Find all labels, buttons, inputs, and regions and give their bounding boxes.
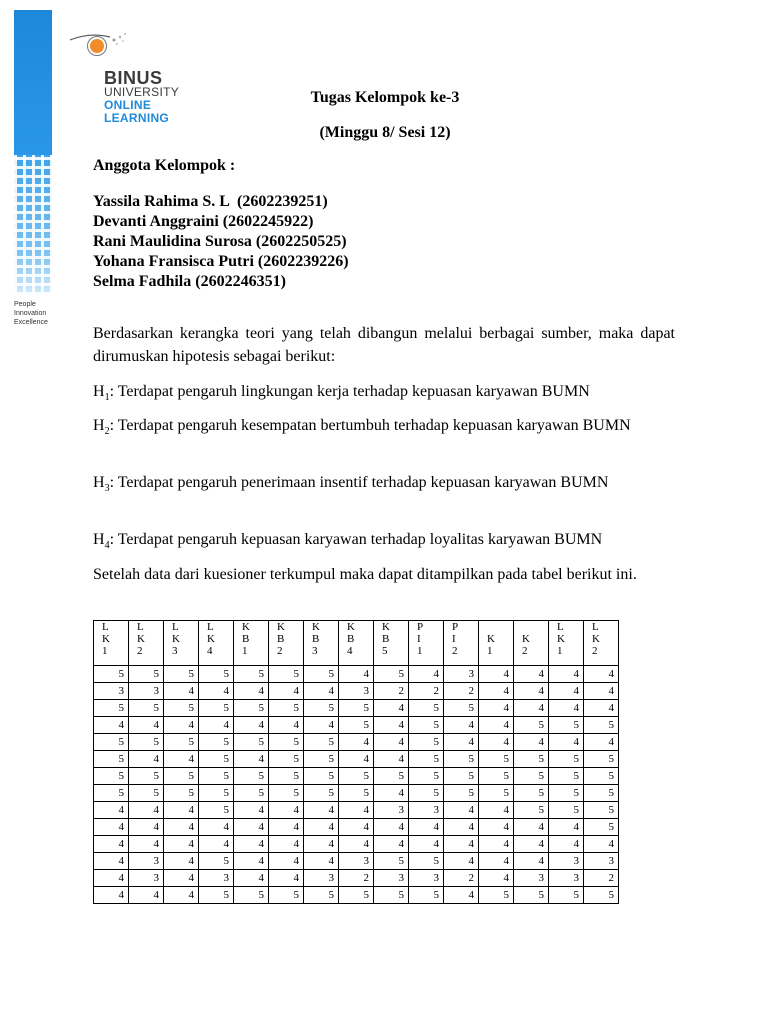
table-cell: 4 xyxy=(514,734,549,751)
table-row xyxy=(94,836,619,853)
table-cell: 5 xyxy=(514,785,549,802)
table-cell: 2 xyxy=(444,870,479,887)
table-cell: 4 xyxy=(479,700,514,717)
table-cell: 3 xyxy=(549,870,584,887)
table-cell: 5 xyxy=(129,734,164,751)
table-row xyxy=(94,734,619,751)
table-cell: 4 xyxy=(514,836,549,853)
table-row xyxy=(94,870,619,887)
table-cell: 4 xyxy=(234,836,269,853)
table-cell: 4 xyxy=(304,717,339,734)
table-cell: 4 xyxy=(479,819,514,836)
table-cell: 5 xyxy=(409,768,444,785)
table-cell: 3 xyxy=(409,802,444,819)
table-cell: 4 xyxy=(129,836,164,853)
table-cell: 5 xyxy=(514,717,549,734)
stripe-dots xyxy=(14,155,52,295)
table-cell: 5 xyxy=(234,666,269,683)
table-cell: 5 xyxy=(444,785,479,802)
table-cell: 4 xyxy=(234,870,269,887)
table-cell: 4 xyxy=(94,802,129,819)
table-cell: 5 xyxy=(199,734,234,751)
hypothesis-label: H xyxy=(93,383,105,400)
table-row xyxy=(94,887,619,904)
table-cell: 5 xyxy=(164,666,199,683)
table-cell: 5 xyxy=(199,853,234,870)
table-header-cell: K 1 xyxy=(479,621,514,666)
table-cell: 4 xyxy=(234,802,269,819)
table-header-cell: L K 1 xyxy=(549,621,584,666)
table-header-cell: K B 5 xyxy=(374,621,409,666)
table-cell: 4 xyxy=(444,887,479,904)
table-cell: 2 xyxy=(339,870,374,887)
table-header-cell: L K 2 xyxy=(129,621,164,666)
table-cell: 5 xyxy=(94,666,129,683)
table-cell: 4 xyxy=(479,666,514,683)
table-cell: 4 xyxy=(584,666,619,683)
table-header-row xyxy=(94,621,619,666)
tagline-line: Excellence xyxy=(14,319,48,326)
table-cell: 4 xyxy=(199,683,234,700)
table-cell: 5 xyxy=(374,887,409,904)
member-item: Selma Fadhila (2602246351) xyxy=(93,273,286,290)
table-cell: 4 xyxy=(479,734,514,751)
table-cell: 3 xyxy=(339,853,374,870)
table-header-cell: K B 4 xyxy=(339,621,374,666)
table-cell: 4 xyxy=(374,785,409,802)
table-cell: 5 xyxy=(269,751,304,768)
table-cell: 4 xyxy=(269,853,304,870)
table-cell: 4 xyxy=(479,836,514,853)
table-cell: 5 xyxy=(444,768,479,785)
table-cell: 4 xyxy=(234,751,269,768)
table-cell: 4 xyxy=(269,870,304,887)
table-cell: 2 xyxy=(584,870,619,887)
stripe-bar xyxy=(14,10,52,155)
table-cell: 4 xyxy=(584,836,619,853)
table-cell: 5 xyxy=(409,785,444,802)
table-cell: 4 xyxy=(304,819,339,836)
table-cell: 4 xyxy=(374,717,409,734)
closing-paragraph: Setelah data dari kuesioner terkumpul maka dapat ditampilkan pada tabel berikut ini. xyxy=(93,566,637,583)
table-cell: 4 xyxy=(94,717,129,734)
table-cell: 5 xyxy=(479,785,514,802)
table-cell: 5 xyxy=(409,700,444,717)
hypothesis-text: : Terdapat pengaruh kesempatan bertumbuh terhadap kepuasan karyawan BUMN xyxy=(109,417,631,434)
table-cell: 5 xyxy=(199,785,234,802)
table-cell: 5 xyxy=(304,700,339,717)
table-cell: 5 xyxy=(129,785,164,802)
table-cell: 5 xyxy=(199,666,234,683)
table-cell: 4 xyxy=(129,751,164,768)
hypothesis-1 xyxy=(93,380,675,409)
table-cell: 5 xyxy=(409,853,444,870)
table-cell: 4 xyxy=(234,717,269,734)
table-cell: 5 xyxy=(129,666,164,683)
member-item: Devanti Anggraini (2602245922) xyxy=(93,213,314,230)
tagline xyxy=(14,300,48,327)
table-row xyxy=(94,683,619,700)
table-cell: 4 xyxy=(409,666,444,683)
table-cell: 4 xyxy=(94,853,129,870)
table-cell: 5 xyxy=(129,700,164,717)
logo-online: ONLINE xyxy=(104,98,152,112)
member-item: Yassila Rahima S. L (2602239251) xyxy=(93,193,328,210)
table-cell: 4 xyxy=(234,683,269,700)
binus-logo xyxy=(70,22,210,127)
table-cell: 4 xyxy=(444,717,479,734)
table-row xyxy=(94,785,619,802)
table-cell: 4 xyxy=(584,700,619,717)
table-cell: 5 xyxy=(304,768,339,785)
table-cell: 5 xyxy=(409,734,444,751)
table-cell: 4 xyxy=(199,717,234,734)
table-cell: 4 xyxy=(304,683,339,700)
table-cell: 5 xyxy=(584,717,619,734)
table-cell: 4 xyxy=(409,819,444,836)
table-cell: 5 xyxy=(339,785,374,802)
table-cell: 5 xyxy=(584,785,619,802)
table-cell: 3 xyxy=(374,802,409,819)
table-cell: 4 xyxy=(514,819,549,836)
table-cell: 5 xyxy=(339,700,374,717)
side-stripe-decoration xyxy=(14,10,52,290)
table-cell: 5 xyxy=(234,785,269,802)
table-cell: 3 xyxy=(514,870,549,887)
table-cell: 4 xyxy=(374,751,409,768)
table-header-cell: K B 1 xyxy=(234,621,269,666)
table-cell: 5 xyxy=(549,717,584,734)
table-cell: 5 xyxy=(479,768,514,785)
table-cell: 5 xyxy=(514,751,549,768)
table-cell: 5 xyxy=(199,802,234,819)
table-cell: 5 xyxy=(374,768,409,785)
table-header-cell: P I 2 xyxy=(444,621,479,666)
table-cell: 4 xyxy=(479,802,514,819)
table-cell: 5 xyxy=(269,700,304,717)
table-cell: 4 xyxy=(94,870,129,887)
table-cell: 5 xyxy=(234,734,269,751)
table-cell: 4 xyxy=(164,717,199,734)
table-cell: 3 xyxy=(444,666,479,683)
table-cell: 5 xyxy=(234,768,269,785)
table-cell: 4 xyxy=(304,853,339,870)
member-item: Yohana Fransisca Putri (2602239226) xyxy=(93,253,349,270)
table-cell: 3 xyxy=(129,870,164,887)
hypothesis-3 xyxy=(93,471,675,500)
table-cell: 3 xyxy=(584,853,619,870)
table-cell: 4 xyxy=(94,836,129,853)
table-cell: 4 xyxy=(129,802,164,819)
table-cell: 5 xyxy=(549,887,584,904)
table-cell: 4 xyxy=(164,870,199,887)
table-cell: 4 xyxy=(164,887,199,904)
table-cell: 5 xyxy=(549,751,584,768)
table-cell: 4 xyxy=(94,819,129,836)
table-header-cell: P I 1 xyxy=(409,621,444,666)
table-cell: 4 xyxy=(269,836,304,853)
logo-brand: BINUS xyxy=(104,68,163,88)
table-row xyxy=(94,768,619,785)
table-cell: 5 xyxy=(269,734,304,751)
table-cell: 4 xyxy=(479,870,514,887)
table-cell: 5 xyxy=(584,768,619,785)
table-header-cell: K 2 xyxy=(514,621,549,666)
hypothesis-text: : Terdapat pengaruh lingkungan kerja terhadap kepuasan karyawan BUMN xyxy=(109,383,590,400)
table-cell: 4 xyxy=(409,836,444,853)
hypothesis-index: 4 xyxy=(104,540,110,552)
page-title: Tugas Kelompok ke-3 xyxy=(310,89,460,106)
logo-university: UNIVERSITY xyxy=(104,85,180,99)
table-cell: 4 xyxy=(444,853,479,870)
table-cell: 4 xyxy=(479,853,514,870)
table-cell: 5 xyxy=(514,802,549,819)
table-cell: 4 xyxy=(339,819,374,836)
hypothesis-label: H xyxy=(93,474,105,491)
table-cell: 5 xyxy=(374,666,409,683)
hypothesis-index: 3 xyxy=(104,483,110,495)
table-cell: 2 xyxy=(374,683,409,700)
table-cell: 5 xyxy=(234,700,269,717)
table-cell: 3 xyxy=(304,870,339,887)
logo-learning: LEARNING xyxy=(104,111,170,125)
table-cell: 4 xyxy=(339,802,374,819)
table-cell: 5 xyxy=(164,785,199,802)
table-cell: 4 xyxy=(374,734,409,751)
member-item: Rani Maulidina Surosa (2602250525) xyxy=(93,233,347,250)
table-cell: 5 xyxy=(584,887,619,904)
table-row xyxy=(94,819,619,836)
hypothesis-index: 2 xyxy=(104,426,110,438)
table-cell: 4 xyxy=(444,802,479,819)
hypothesis-text: : Terdapat pengaruh kepuasan karyawan terhadap loyalitas karyawan BUMN xyxy=(109,531,603,548)
table-cell: 3 xyxy=(409,870,444,887)
table-header-cell: L K 2 xyxy=(584,621,619,666)
table-cell: 3 xyxy=(129,683,164,700)
table-cell: 5 xyxy=(304,666,339,683)
table-cell: 5 xyxy=(234,887,269,904)
hypothesis-text: : Terdapat pengaruh penerimaan insentif terhadap kepuasan karyawan BUMN xyxy=(109,474,609,491)
table-cell: 4 xyxy=(304,836,339,853)
table-cell: 2 xyxy=(444,683,479,700)
table-cell: 4 xyxy=(94,887,129,904)
table-cell: 5 xyxy=(339,717,374,734)
table-cell: 5 xyxy=(199,700,234,717)
questionnaire-table xyxy=(93,620,619,904)
table-cell: 5 xyxy=(444,700,479,717)
table-cell: 4 xyxy=(129,819,164,836)
table-cell: 4 xyxy=(339,666,374,683)
table-cell: 4 xyxy=(444,734,479,751)
table-cell: 4 xyxy=(584,734,619,751)
table-row xyxy=(94,717,619,734)
intro-paragraph: Berdasarkan kerangka teori yang telah dibangun melalui berbagai sumber, maka dapat dirumuskan hipotesis sebagai berikut: xyxy=(93,325,675,365)
table-cell: 5 xyxy=(94,700,129,717)
table-cell: 2 xyxy=(409,683,444,700)
table-cell: 4 xyxy=(549,836,584,853)
table-cell: 3 xyxy=(549,853,584,870)
table-cell: 4 xyxy=(269,683,304,700)
table-cell: 4 xyxy=(444,819,479,836)
table-cell: 5 xyxy=(514,887,549,904)
table-cell: 4 xyxy=(269,819,304,836)
members-list xyxy=(93,192,349,292)
table-cell: 5 xyxy=(269,785,304,802)
table-cell: 4 xyxy=(129,887,164,904)
table-header-cell: K B 2 xyxy=(269,621,304,666)
table-cell: 5 xyxy=(94,751,129,768)
table-cell: 5 xyxy=(199,887,234,904)
table-cell: 5 xyxy=(94,768,129,785)
table-cell: 5 xyxy=(304,734,339,751)
table-cell: 4 xyxy=(514,683,549,700)
table-cell: 5 xyxy=(199,768,234,785)
table-cell: 4 xyxy=(479,717,514,734)
table-cell: 4 xyxy=(514,853,549,870)
table-cell: 4 xyxy=(129,717,164,734)
table-header-cell: L K 4 xyxy=(199,621,234,666)
table-cell: 5 xyxy=(304,887,339,904)
members-heading: Anggota Kelompok : xyxy=(93,157,236,174)
table-cell: 4 xyxy=(269,717,304,734)
table-cell: 5 xyxy=(269,666,304,683)
table-cell: 4 xyxy=(164,853,199,870)
table-cell: 5 xyxy=(584,819,619,836)
table-cell: 5 xyxy=(584,802,619,819)
table-row xyxy=(94,700,619,717)
table-cell: 5 xyxy=(549,768,584,785)
table-cell: 4 xyxy=(374,819,409,836)
table-cell: 4 xyxy=(549,666,584,683)
tagline-line: People xyxy=(14,301,36,308)
logo-mark-icon xyxy=(70,22,210,72)
table-cell: 5 xyxy=(409,887,444,904)
table-cell: 5 xyxy=(374,853,409,870)
table-cell: 5 xyxy=(409,751,444,768)
table-cell: 5 xyxy=(269,768,304,785)
table-cell: 3 xyxy=(339,683,374,700)
table-cell: 5 xyxy=(479,887,514,904)
table-cell: 5 xyxy=(549,802,584,819)
table-header-cell: K B 3 xyxy=(304,621,339,666)
table-cell: 4 xyxy=(164,683,199,700)
hypothesis-label: H xyxy=(93,531,105,548)
table-cell: 4 xyxy=(374,836,409,853)
table-row xyxy=(94,853,619,870)
table-cell: 5 xyxy=(164,700,199,717)
table-cell: 5 xyxy=(479,751,514,768)
table-cell: 4 xyxy=(164,819,199,836)
table-cell: 4 xyxy=(374,700,409,717)
table-cell: 5 xyxy=(199,751,234,768)
table-header-cell: L K 1 xyxy=(94,621,129,666)
table-cell: 4 xyxy=(549,819,584,836)
table-cell: 5 xyxy=(94,734,129,751)
table-cell: 5 xyxy=(164,734,199,751)
tagline-line: Innovation xyxy=(14,310,47,317)
table-cell: 4 xyxy=(514,666,549,683)
table-cell: 5 xyxy=(339,887,374,904)
table-cell: 4 xyxy=(549,683,584,700)
table-cell: 5 xyxy=(549,785,584,802)
table-cell: 5 xyxy=(269,887,304,904)
table-cell: 5 xyxy=(304,785,339,802)
table-cell: 3 xyxy=(374,870,409,887)
hypothesis-label: H xyxy=(93,417,105,434)
table-cell: 5 xyxy=(94,785,129,802)
table-cell: 3 xyxy=(129,853,164,870)
table-cell: 4 xyxy=(164,836,199,853)
page-subtitle: (Minggu 8/ Sesi 12) xyxy=(319,124,451,141)
table-cell: 5 xyxy=(444,751,479,768)
table-cell: 5 xyxy=(339,768,374,785)
table-cell: 4 xyxy=(164,802,199,819)
table-row xyxy=(94,751,619,768)
table-cell: 4 xyxy=(514,700,549,717)
table-cell: 4 xyxy=(479,683,514,700)
table-cell: 5 xyxy=(129,768,164,785)
table-header-cell: L K 3 xyxy=(164,621,199,666)
table-cell: 4 xyxy=(164,751,199,768)
table-cell: 4 xyxy=(269,802,304,819)
hypothesis-4 xyxy=(93,528,675,557)
table-cell: 4 xyxy=(339,751,374,768)
table-cell: 4 xyxy=(199,819,234,836)
table-cell: 4 xyxy=(199,836,234,853)
table-cell: 5 xyxy=(164,768,199,785)
table-cell: 5 xyxy=(409,717,444,734)
table-cell: 5 xyxy=(304,751,339,768)
table-cell: 4 xyxy=(339,734,374,751)
table-cell: 4 xyxy=(549,734,584,751)
table-body xyxy=(94,666,619,904)
table-cell: 4 xyxy=(444,836,479,853)
table-cell: 4 xyxy=(584,683,619,700)
table-cell: 5 xyxy=(584,751,619,768)
table-cell: 3 xyxy=(199,870,234,887)
hypothesis-index: 1 xyxy=(104,392,110,404)
table-cell: 4 xyxy=(549,700,584,717)
table-cell: 4 xyxy=(234,819,269,836)
table-cell: 4 xyxy=(234,853,269,870)
table-row xyxy=(94,666,619,683)
table-cell: 5 xyxy=(514,768,549,785)
hypothesis-2 xyxy=(93,414,675,443)
table-cell: 4 xyxy=(339,836,374,853)
table-cell: 3 xyxy=(94,683,129,700)
table-cell: 4 xyxy=(304,802,339,819)
table-row xyxy=(94,802,619,819)
